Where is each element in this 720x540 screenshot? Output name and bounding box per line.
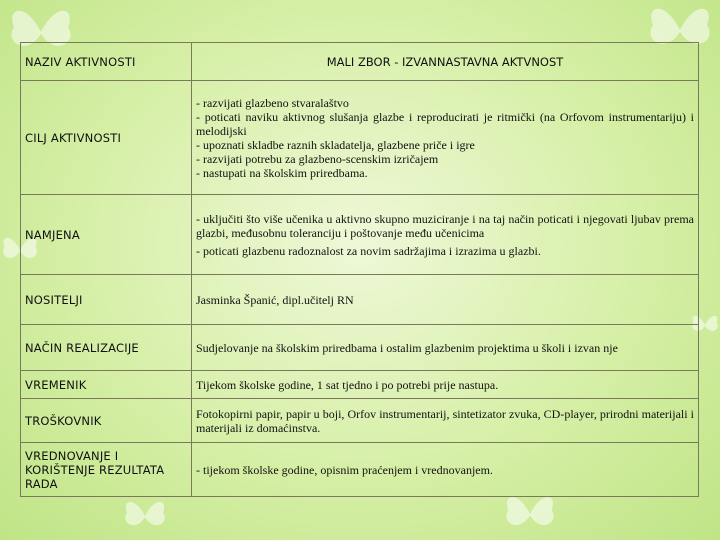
- table-row: [21, 371, 699, 399]
- row-value: Jasminka Španić, dipl.učitelj RN: [192, 275, 699, 325]
- butterfly-icon: [120, 496, 170, 536]
- row-label: VREMENIK: [21, 371, 192, 399]
- table-row: [21, 325, 699, 371]
- row-label: NOSITELJI: [21, 275, 192, 325]
- table-row: [21, 399, 699, 443]
- table-row: [21, 195, 699, 275]
- row-value: Tijekom školske godine, 1 sat tjedno i po potrebi prije nastupa.: [192, 371, 699, 399]
- row-value: - razvijati glazbeno stvaralaštvo - poticati naviku aktivnog slušanja glazbe i reproducirati je ritmički (na Orfovom instrumentariju) i melodijski - upoznati skladbe raznih skladatelja, glazbene priče i igre - razvijati potrebu za glazbeno-scenskim izričajem - nastupati na školskim priredbama.: [192, 81, 699, 195]
- row-label: CILJ AKTIVNOSTI: [21, 81, 192, 195]
- row-value: - uključiti što više učenika u aktivno skupno muziciranje i na taj način poticati i njegovati ljubav prema glazbi, međusobnu toleranciju i poštovanje među učenicima - poticati glazbenu radoznalost za novim sadržajima i izrazima u glazbi.: [192, 195, 699, 275]
- activity-table: [20, 42, 699, 497]
- row-label: VREDNOVANJE I KORIŠTENJE REZULTATA RADA: [21, 443, 192, 497]
- row-label: TROŠKOVNIK: [21, 399, 192, 443]
- row-value: Fotokopirni papir, papir u boji, Orfov instrumentarij, sintetizator zvuka, CD-player, prirodni materijali i materijali iz domaćinstva.: [192, 399, 699, 443]
- header-value: MALI ZBOR - IZVANNASTAVNA AKTVNOST: [192, 43, 699, 81]
- row-value: Sudjelovanje na školskim priredbama i ostalim glazbenim projektima u školi i izvan nje: [192, 325, 699, 371]
- butterfly-icon: [500, 490, 560, 538]
- table-row: [21, 443, 699, 497]
- row-value: - tijekom školske godine, opisnim praćenjem i vrednovanjem.: [192, 443, 699, 497]
- row-label: NAMJENA: [21, 195, 192, 275]
- table-header-row: [21, 43, 699, 81]
- table-row: [21, 81, 699, 195]
- table-row: [21, 275, 699, 325]
- row-label: NAČIN REALIZACIJE: [21, 325, 192, 371]
- header-label: NAZIV AKTIVNOSTI: [21, 43, 192, 81]
